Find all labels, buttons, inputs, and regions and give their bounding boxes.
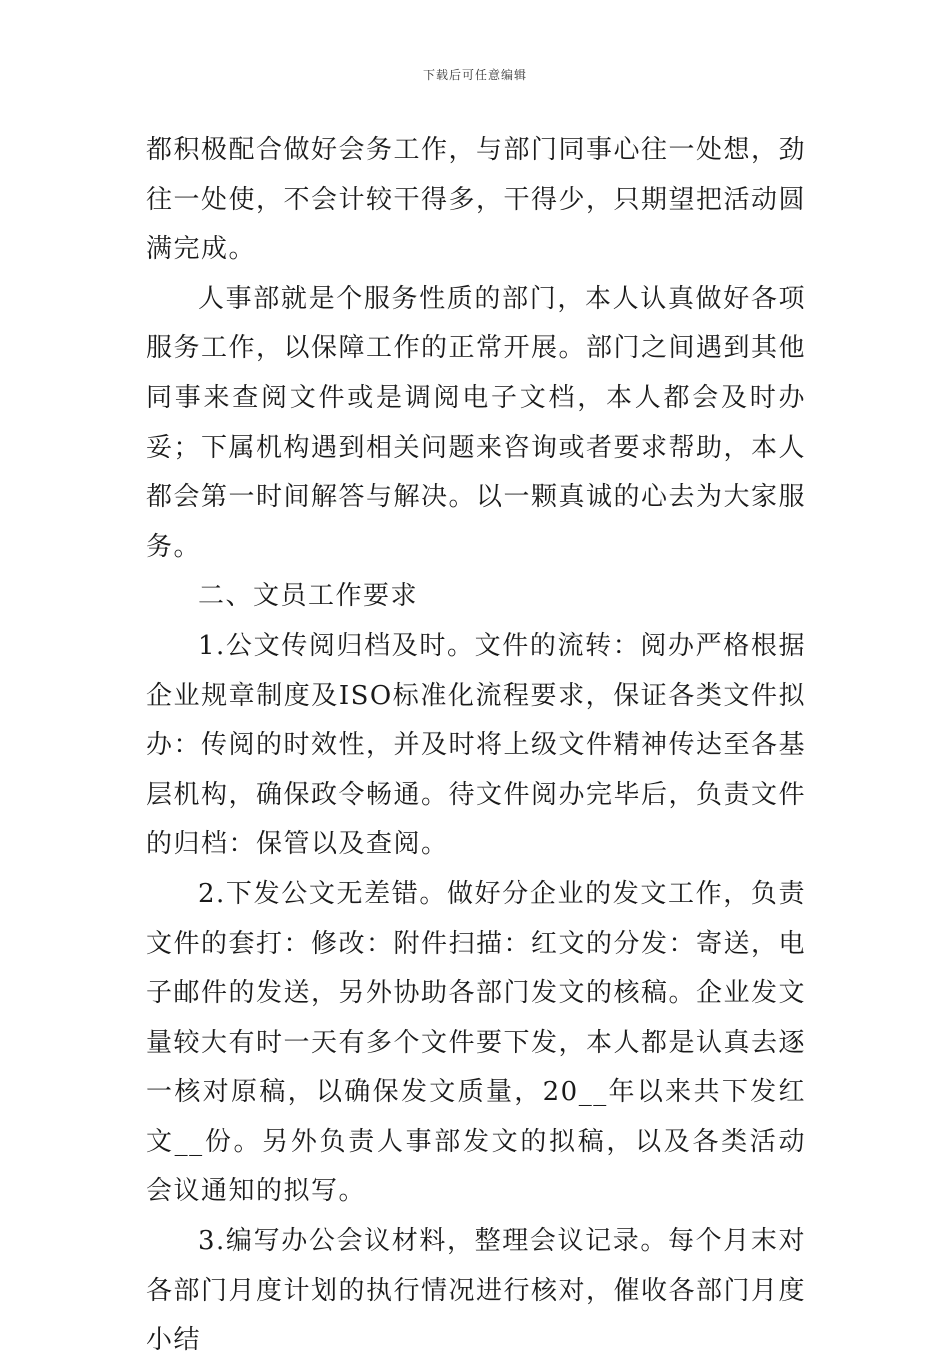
paragraph-1: 都积极配合做好会务工作，与部门同事心往一处想，劲往一处使，不会计较干得多，干得少，只期望把活动圆满完成。: [146, 135, 807, 265]
paragraph-item-1: 1.公文传阅归档及时。文件的流转：阅办严格根据企业规章制度及ISO标准化流程要求，保证各类文件拟办：传阅的时效性，并及时将上级文件精神传达至各基层机构，确保政令畅通。待文件阅办完毕后，负责文件的归档：保管以及查阅。: [146, 630, 807, 860]
document-body: [146, 126, 806, 1366]
section-heading: 二、文员工作要求: [198, 581, 419, 612]
paragraph-item-2: 2.下发公文无差错。做好分企业的发文工作，负责文件的套打：修改：附件扫描：红文的分发：寄送，电子邮件的发送，另外协助各部门发文的核稿。企业发文量较大有时一天有多个文件要下发，本人都是认真去逐一核对原稿，以确保发文质量，20__年以来共下发红文__份。另外负责人事部发文的拟稿，以及各类活动会议通知的拟写。: [146, 878, 807, 1207]
paragraph-2: 人事部就是个服务性质的部门，本人认真做好各项服务工作，以保障工作的正常开展。部门之间遇到其他同事来查阅文件或是调阅电子文档，本人都会及时办妥；下属机构遇到相关问题来咨询或者要求帮助，本人都会第一时间解答与解决。以一颗真诚的心去为大家服务。: [146, 283, 807, 562]
paragraph-item-3: 3.编写办公会议材料，整理会议记录。每个月末对各部门月度计划的执行情况进行核对，催收各部门月度小结: [146, 1226, 807, 1356]
page-header: 下载后可任意编辑: [422, 68, 527, 82]
